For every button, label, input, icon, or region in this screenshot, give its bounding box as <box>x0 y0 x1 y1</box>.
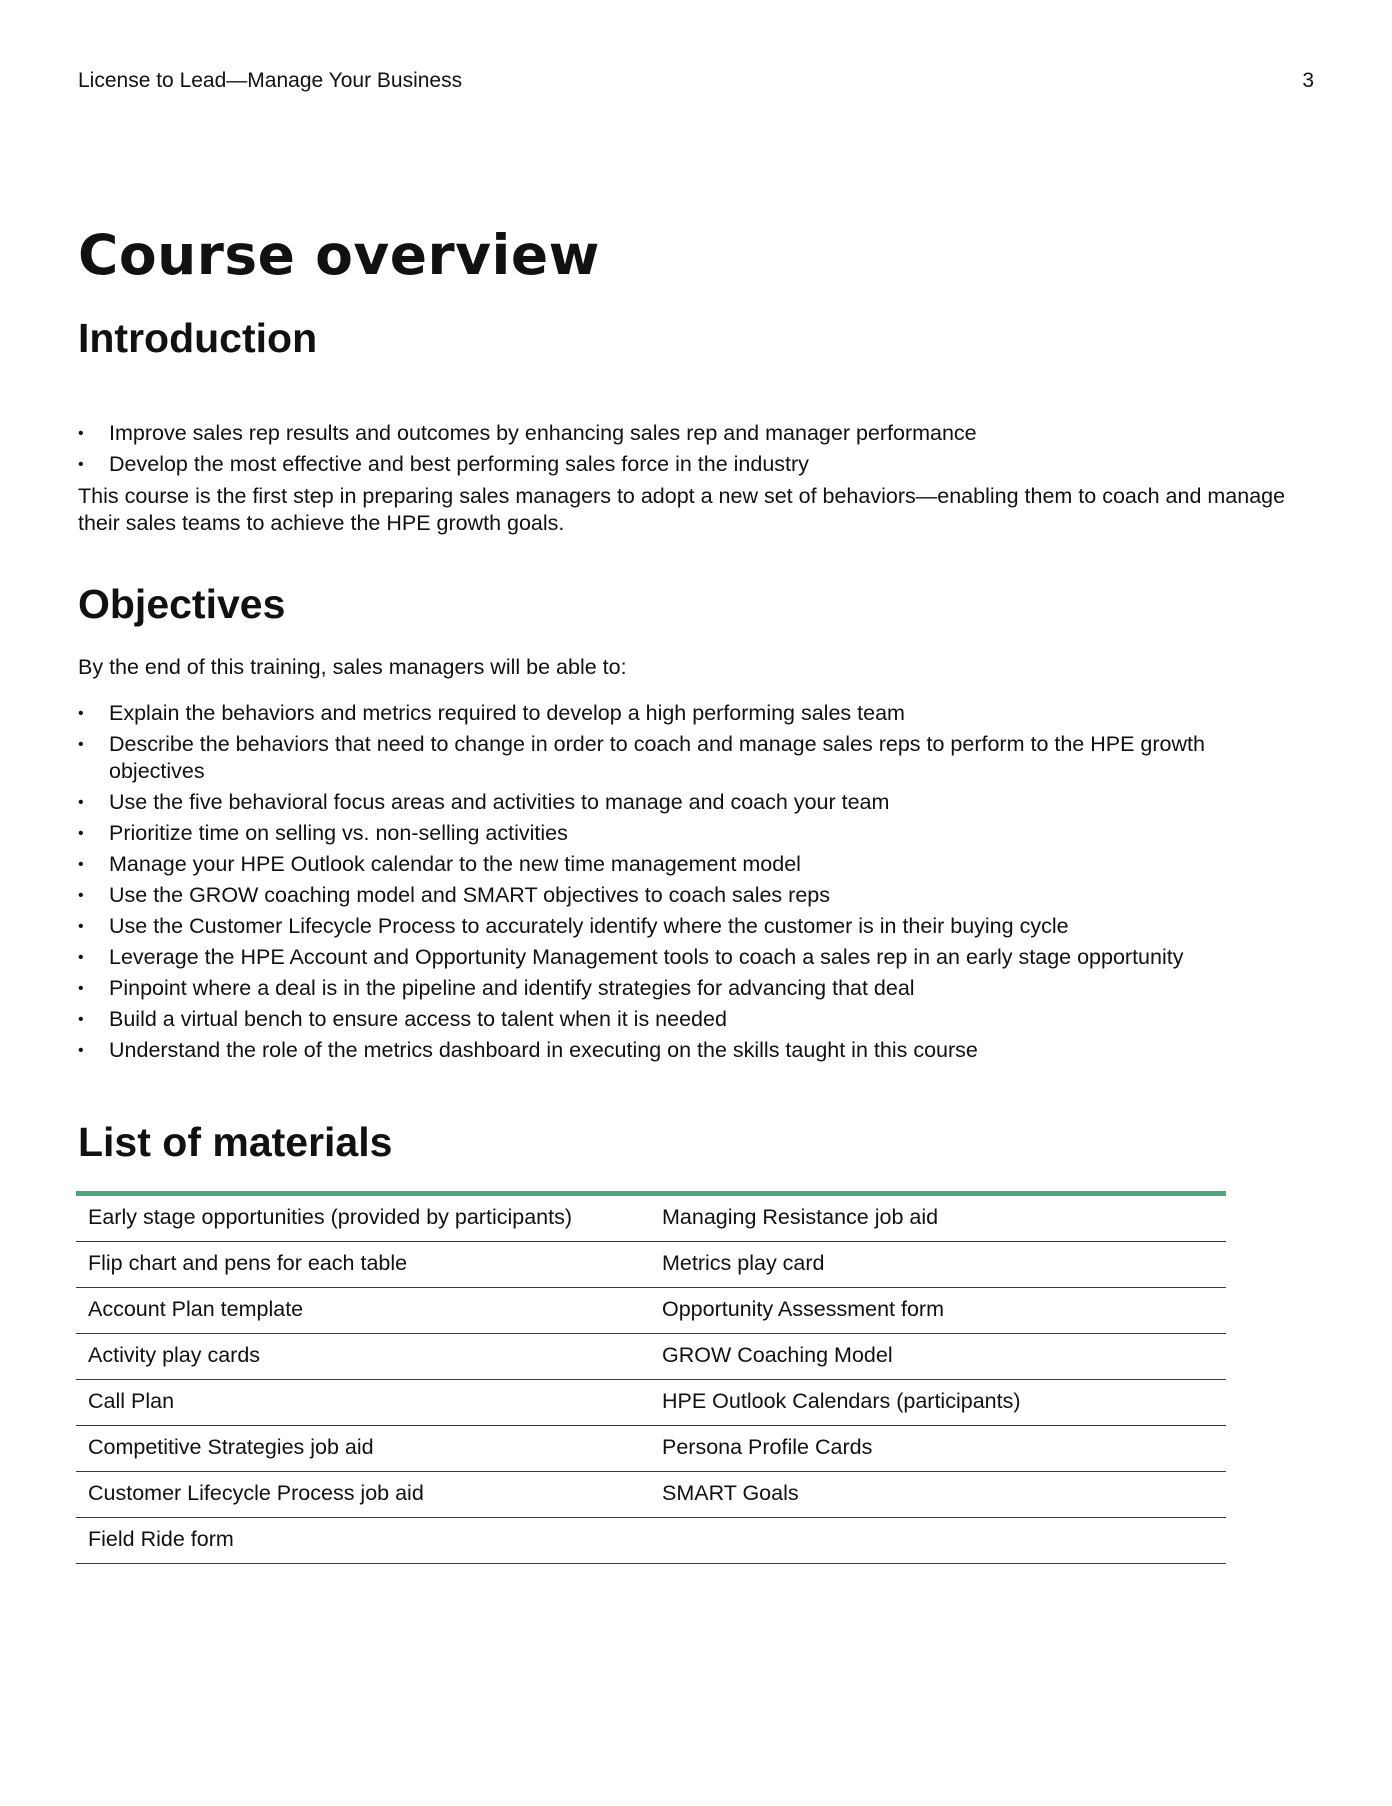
introduction-list <box>78 420 1288 482</box>
table-cell: Opportunity Assessment form <box>650 1288 1226 1334</box>
table-row <box>76 1194 1226 1242</box>
table-cell: Call Plan <box>76 1380 650 1426</box>
table-cell: Customer Lifecycle Process job aid <box>76 1472 650 1518</box>
table-row <box>76 1334 1226 1380</box>
table-cell: Persona Profile Cards <box>650 1426 1226 1472</box>
table-cell: SMART Goals <box>650 1472 1226 1518</box>
list-item: • Use the Customer Lifecycle Process to accurately identify where the customer is in their buying cycle <box>78 913 1288 940</box>
table-cell: Account Plan template <box>76 1288 650 1334</box>
introduction-heading: Introduction <box>78 315 318 361</box>
table-row <box>76 1426 1226 1472</box>
list-item: • Manage your HPE Outlook calendar to the new time management model <box>78 851 1288 878</box>
list-item: • Understand the role of the metrics dashboard in executing on the skills taught in this course <box>78 1037 1288 1064</box>
list-item: • Use the five behavioral focus areas and activities to manage and coach your team <box>78 789 1288 816</box>
list-item: • Use the GROW coaching model and SMART objectives to coach sales reps <box>78 882 1288 909</box>
list-item: • Build a virtual bench to ensure access to talent when it is needed <box>78 1006 1288 1033</box>
materials-heading: List of materials <box>78 1119 393 1165</box>
table-cell: HPE Outlook Calendars (participants) <box>650 1380 1226 1426</box>
table-row <box>76 1380 1226 1426</box>
table-cell: Early stage opportunities (provided by participants) <box>76 1194 650 1242</box>
materials-table <box>76 1191 1226 1564</box>
list-item: • Prioritize time on selling vs. non-selling activities <box>78 820 1288 847</box>
table-cell: Metrics play card <box>650 1242 1226 1288</box>
table-cell: Managing Resistance job aid <box>650 1194 1226 1242</box>
table-cell: Flip chart and pens for each table <box>76 1242 650 1288</box>
page-number: 3 <box>1302 69 1314 92</box>
list-item: • Describe the behaviors that need to change in order to coach and manage sales reps to perform to the HPE growth objectives <box>78 731 1288 785</box>
list-item: • Develop the most effective and best performing sales force in the industry <box>78 451 1288 478</box>
objectives-list <box>78 700 1288 1068</box>
list-item: • Explain the behaviors and metrics required to develop a high performing sales team <box>78 700 1288 727</box>
table-row <box>76 1242 1226 1288</box>
header-title: License to Lead—Manage Your Business <box>78 69 463 92</box>
table-cell <box>650 1518 1226 1564</box>
table-cell: Competitive Strategies job aid <box>76 1426 650 1472</box>
objectives-heading: Objectives <box>78 581 286 627</box>
table-cell: Field Ride form <box>76 1518 650 1564</box>
list-item: • Leverage the HPE Account and Opportunity Management tools to coach a sales rep in an early stage opportunity <box>78 944 1288 971</box>
page-title: Course overview <box>78 223 600 287</box>
table-row <box>76 1472 1226 1518</box>
table-cell: GROW Coaching Model <box>650 1334 1226 1380</box>
list-item: • Improve sales rep results and outcomes by enhancing sales rep and manager performance <box>78 420 1288 447</box>
introduction-paragraph: This course is the first step in preparing sales managers to adopt a new set of behaviors—enabling them to coach and manage their sales teams to achieve the HPE growth goals. <box>78 484 1286 535</box>
table-row <box>76 1288 1226 1334</box>
list-item: • Pinpoint where a deal is in the pipeline and identify strategies for advancing that deal <box>78 975 1288 1002</box>
table-row <box>76 1518 1226 1564</box>
table-cell: Activity play cards <box>76 1334 650 1380</box>
objectives-lead: By the end of this training, sales managers will be able to: <box>78 655 627 679</box>
